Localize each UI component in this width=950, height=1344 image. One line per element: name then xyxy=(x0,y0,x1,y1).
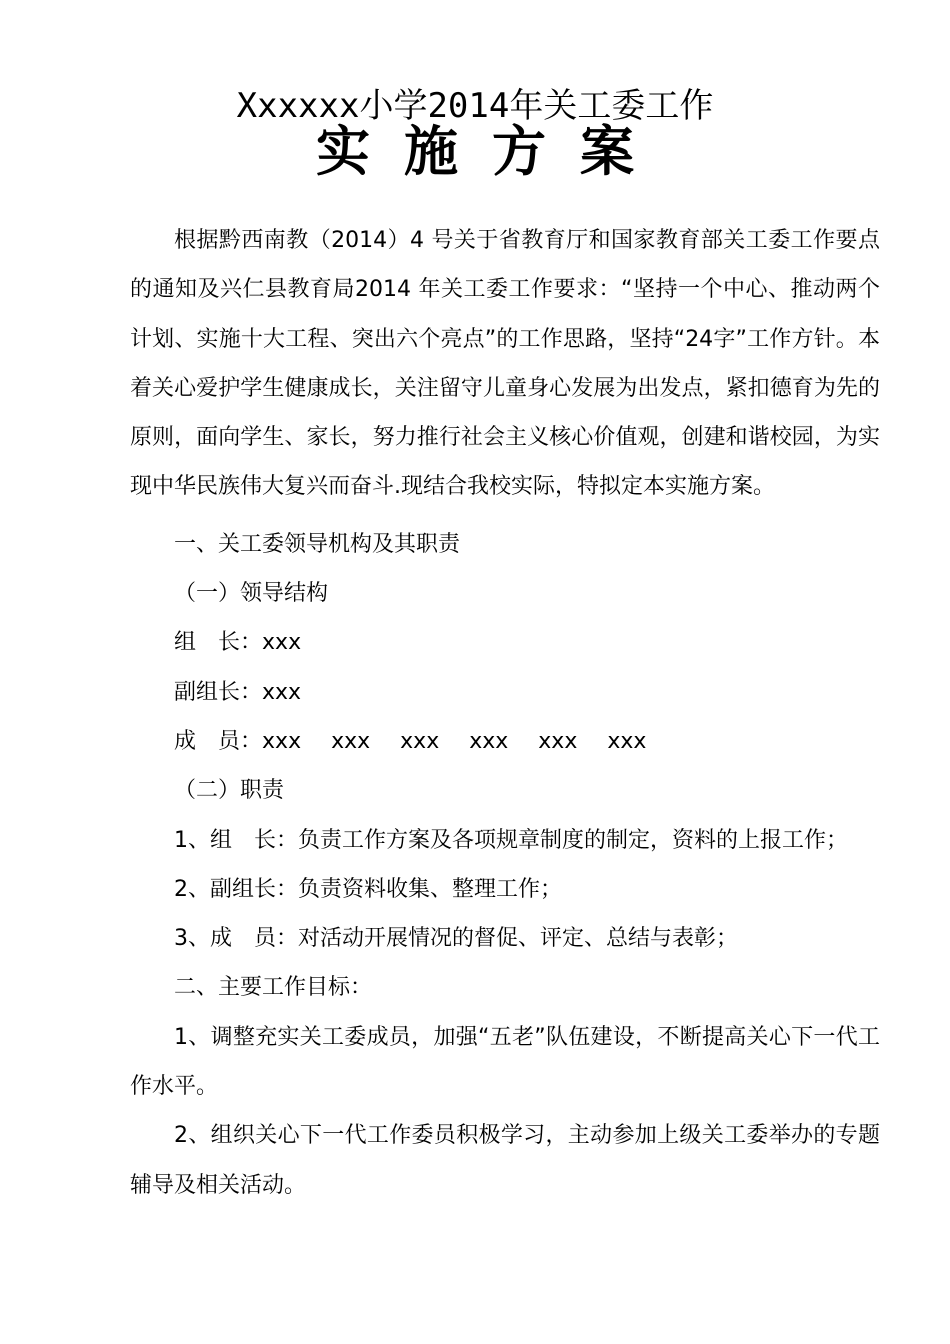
duty-item-1 xyxy=(130,816,880,865)
duty3-text: 员：对活动开展情况的督促、评定、总结与表彰； xyxy=(254,926,739,952)
goal-item-1: 1、调整充实关工委成员，加强“五老”队伍建设，不断提高关心下一代工作水平。 xyxy=(130,1024,880,1100)
section1-sub1-heading: （一）领导结构 xyxy=(174,581,329,607)
leader-value: xxx xyxy=(262,630,302,656)
member-name: xxx xyxy=(469,728,509,754)
member-name: xxx xyxy=(331,728,371,754)
document-title-line2: 实施方案 xyxy=(316,120,668,183)
duty-item-3 xyxy=(130,914,880,963)
document-title-line1: Xxxxxx小学2014年关工委工作 xyxy=(236,86,714,126)
member-name: xxx xyxy=(262,728,302,754)
member-name: xxx xyxy=(607,728,647,754)
duty1-text: 长：负责工作方案及各项规章制度的制定，资料的上报工作； xyxy=(254,827,849,853)
member-name: xxx xyxy=(400,728,440,754)
members-label-a: 成 xyxy=(174,728,197,754)
section1-sub2-heading: （二）职责 xyxy=(174,778,285,804)
duty1-label-a: 1、组 xyxy=(174,827,232,853)
member-name: xxx xyxy=(538,728,578,754)
intro-paragraph: 根据黔西南教（2014）4 号关于省教育厅和国家教育部关工委工作要点的通知及兴仁县教育局2014 年关工委工作要求：“坚持一个中心、推动两个计划、实施十大工程、突出六个亮点”的工作思路，坚持“24字”工作方针。本着关心爱护学生健康成长，关注留守儿童身心发展为出发点，紧扣德育为先的原则，面向学生、家长，努力推行社会主义核心价值观，创建和谐校园，为实现中华民族伟大复兴而奋斗.现结合我校实际，特拟定本实施方案。 xyxy=(130,228,880,500)
section1-heading: 一、关工委领导机构及其职责 xyxy=(174,531,461,557)
duty-item-2: 2、副组长：负责资料收集、整理工作； xyxy=(174,876,562,902)
leader-label-a: 组 xyxy=(174,630,197,656)
deputy-label: 副组长： xyxy=(174,679,263,705)
deputy-value: xxx xyxy=(262,679,302,705)
section2-heading: 二、主要工作目标： xyxy=(174,975,373,1001)
document-body xyxy=(130,216,880,1210)
leader-label-b: 长： xyxy=(218,630,263,656)
duty3-label-a: 3、成 xyxy=(174,926,232,952)
deputy-line xyxy=(130,668,880,717)
members-line xyxy=(130,717,880,766)
goal-item-2: 2、组织关心下一代工作委员积极学习，主动参加上级关工委举办的专题辅导及相关活动。 xyxy=(130,1123,880,1198)
leader-line xyxy=(130,618,880,667)
members-label-b: 员： xyxy=(218,728,263,754)
